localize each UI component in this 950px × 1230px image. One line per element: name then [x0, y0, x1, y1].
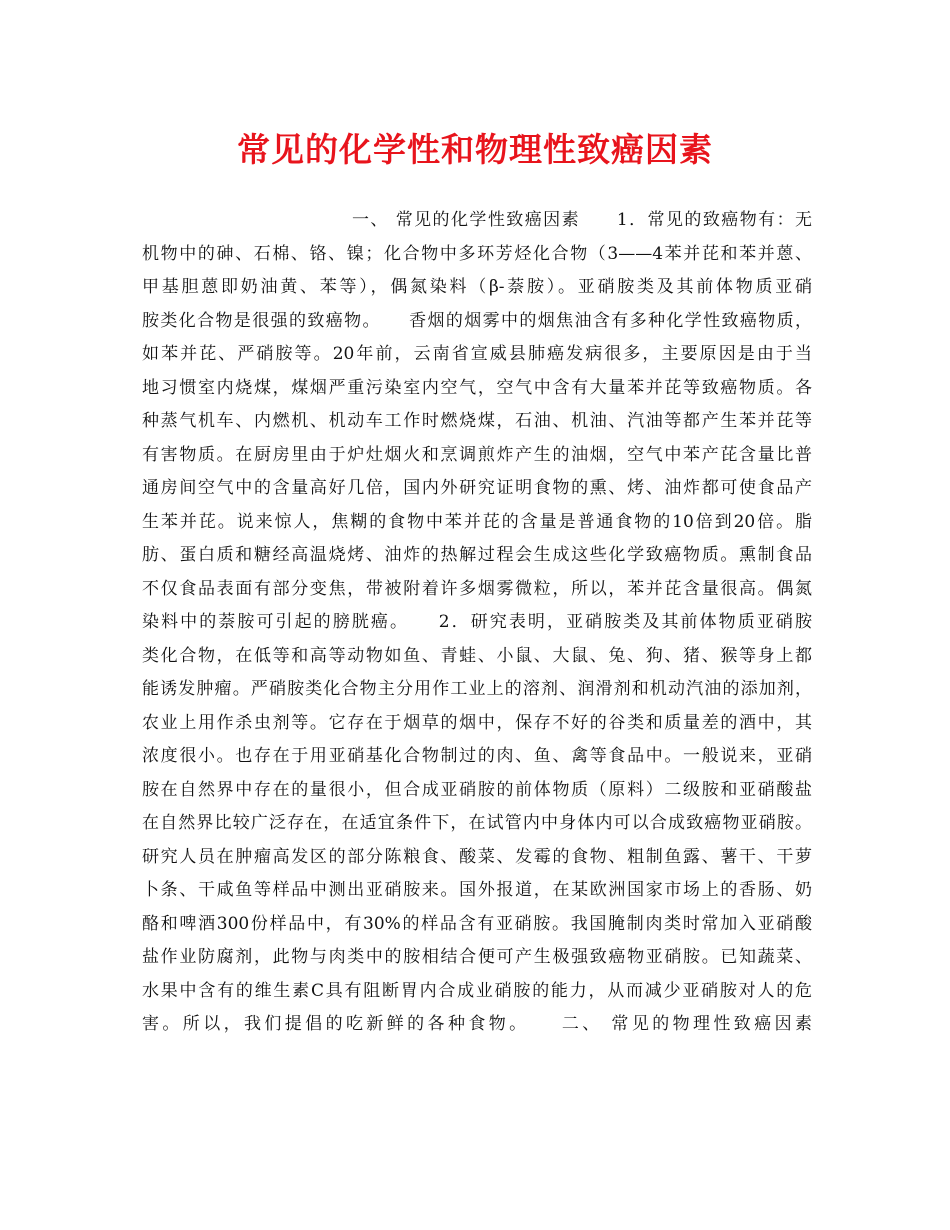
text-line: 如苯并芘、严硝胺等。20年前，云南省宣威县肺癌发病很多，主要原因是由于当: [142, 344, 812, 364]
text-line: 一、 常见的化学性致癌因素 1．常见的致癌物有：无: [352, 210, 812, 230]
text-line: 胺类化合物是很强的致癌物。 香烟的烟雾中的烟焦油含有多种化学性致癌物质，: [142, 310, 812, 331]
text-line: 种蒸气机车、内燃机、机动车工作时燃烧煤，石油、机油、汽油等都产生苯并芘等: [142, 411, 812, 431]
text-line: 害。所以，我们提倡的吃新鲜的各种食物。 二、 常见的物理性致癌因素: [142, 1014, 812, 1034]
text-line: 酪和啤酒300份样品中，有30%的样品含有亚硝胺。我国腌制肉类时常加入亚硝酸: [142, 913, 812, 934]
text-line: 肪、蛋白质和糖经高温烧烤、油炸的热解过程会生成这些化学致癌物质。熏制食品: [142, 545, 812, 565]
text-line: 甲基胆蒽即奶油黄、苯等），偶氮染料（β-萘胺）。亚硝胺类及其前体物质亚硝: [142, 277, 812, 297]
text-line: 机物中的砷、石棉、铬、镍；化合物中多环芳烃化合物（3——4苯并芘和苯并蒽、: [142, 243, 812, 264]
text-line: 染料中的萘胺可引起的膀胱癌。 2．研究表明，亚硝胺类及其前体物质亚硝胺: [142, 612, 812, 632]
text-line: 通房间空气中的含量高好几倍，国内外研究证明食物的熏、烤、油炸都可使食品产: [142, 478, 812, 498]
text-line: 在自然界比较广泛存在，在适宜条件下，在试管内中身体内可以合成致癌物亚硝胺。: [142, 813, 812, 833]
text-line: 不仅食品表面有部分变焦，带被附着许多烟雾微粒，所以，苯并芘含量很高。偶氮: [142, 578, 812, 599]
text-line: 生苯并芘。说来惊人，焦糊的食物中苯并芘的含量是普通食物的10倍到20倍。脂: [142, 511, 812, 532]
text-line: 浓度很小。也存在于用亚硝基化合物制过的肉、鱼、禽等食品中。一般说来，亚硝: [142, 746, 812, 766]
text-line: 地习惯室内烧煤，煤烟严重污染室内空气，空气中含有大量苯并芘等致癌物质。各: [142, 377, 812, 398]
text-line: 有害物质。在厨房里由于炉灶烟火和烹调煎炸产生的油烟，空气中苯产芘含量比普: [142, 444, 812, 465]
text-line: 能诱发肿瘤。严硝胺类化合物主分用作工业上的溶剂、润滑剂和机动汽油的添加剂，: [142, 679, 812, 699]
body-paragraph: [142, 204, 812, 1042]
text-line: 农业上用作杀虫剂等。它存在于烟草的烟中，保存不好的谷类和质量差的酒中，其: [142, 712, 812, 733]
text-line: 水果中含有的维生素C具有阻断胃内合成业硝胺的能力，从而减少亚硝胺对人的危: [142, 980, 812, 1001]
text-line: 类化合物，在低等和高等动物如鱼、青蛙、小鼠、大鼠、兔、狗、猪、猴等身上都: [142, 645, 812, 666]
text-line: 胺在自然界中存在的量很小，但合成亚硝胺的前体物质（原料）二级胺和亚硝酸盐: [142, 779, 812, 800]
text-line: 卜条、干咸鱼等样品中测出亚硝胺来。国外报道，在某欧洲国家市场上的香肠、奶: [142, 880, 812, 900]
page-title: 常见的化学性和物理性致癌因素: [237, 130, 713, 169]
text-line: 盐作业防腐剂，此物与肉类中的胺相结合便可产生极强致癌物亚硝胺。已知蔬菜、: [142, 947, 812, 967]
text-line: 研究人员在肿瘤高发区的部分陈粮食、酸菜、发霉的食物、粗制鱼露、薯干、干萝: [142, 846, 812, 867]
